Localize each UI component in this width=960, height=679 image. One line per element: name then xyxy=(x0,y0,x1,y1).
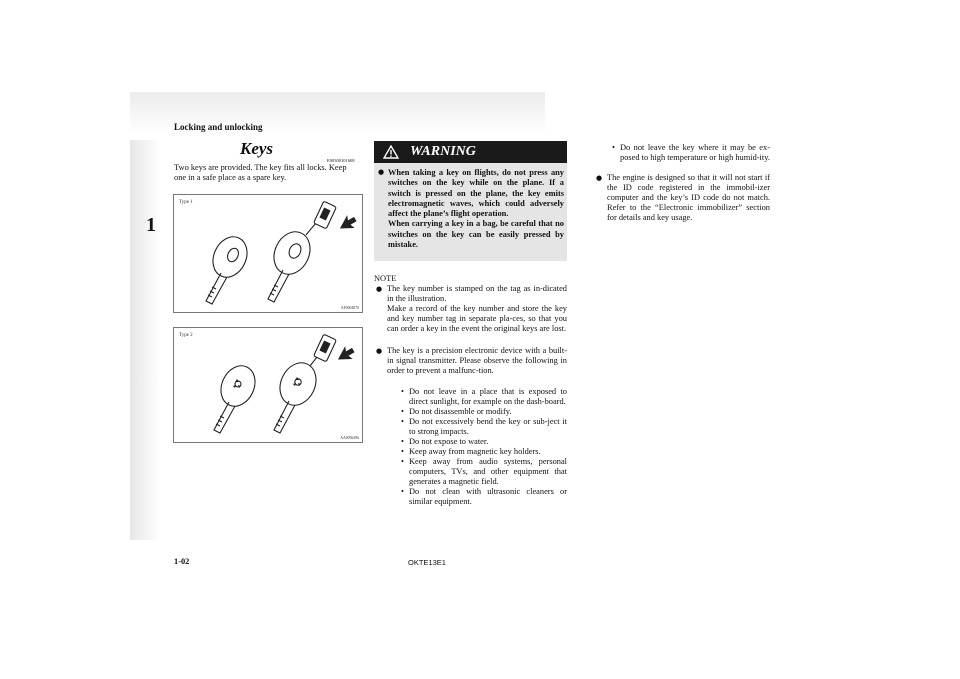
figure-label: Type 2 xyxy=(179,333,193,338)
note-item-2: The key is a precision electronic device with a built-in signal transmitter. Please observe the following in order to prevent a malfunc-tion. xyxy=(387,346,567,375)
list-item: • Do not leave in a place that is exposed to direct sunlight, for example on the dash-board. xyxy=(401,387,567,406)
warning-text xyxy=(388,168,564,250)
figure-label: Type 1 xyxy=(179,200,193,205)
section-title: Keys xyxy=(240,139,274,158)
note-item-3: The engine is designed so that it will not start if the ID code registered in the immobil-izer computer and the key’s ID code do not match. Refer to the “Electronic immobilizer” section for details and key usage. xyxy=(607,173,770,222)
figure-type-2 xyxy=(173,327,363,443)
note-bullet-icon: ● xyxy=(596,174,603,182)
key-illustration-type-2 xyxy=(174,328,362,442)
list-item: • Do not clean with ultrasonic cleaners or similar equipment. xyxy=(401,487,567,506)
note-subitem-continued xyxy=(612,143,770,163)
figure-type-1 xyxy=(173,194,363,313)
warning-title: WARNING xyxy=(410,144,476,159)
note-bullet-icon: ● xyxy=(376,285,383,293)
warning-paragraph: When taking a key on flights, do not press any switches on the key while on the plane. If a switch is pressed on the plane, the key emits electromagnetic waves, which could adversely affect the plane’s flight operation. xyxy=(388,168,564,219)
running-header: Locking and unlocking xyxy=(174,122,263,132)
page-number: 1-02 xyxy=(174,557,190,566)
note-line: Make a record of the key number and store the key and key number tag in separate pla-ces, so that you can order a key in the event the original keys are lost. xyxy=(387,304,567,333)
list-item: • Do not expose to water. xyxy=(401,437,489,446)
document-code: OKTE13E1 xyxy=(408,558,446,567)
list-item: • Keep away from magnetic key holders. xyxy=(401,447,541,456)
section-code: E00300101608 xyxy=(327,158,355,163)
list-item: • Do not disassemble or modify. xyxy=(401,407,512,416)
warning-triangle-icon xyxy=(383,145,399,159)
note-label: NOTE xyxy=(374,274,397,283)
list-item: • Do not excessively bend the key or sub-ject it to strong impacts. xyxy=(401,417,567,436)
note-subitem-list xyxy=(401,387,567,507)
figure-code: AA0056496 xyxy=(340,436,359,440)
list-item: • Keep away from audio systems, personal computers, TVs, and other equipment that generates a magnetic field. xyxy=(401,457,567,486)
figure-code: AF0004870 xyxy=(340,306,359,310)
chapter-number: 1 xyxy=(146,214,156,236)
key-illustration-type-1 xyxy=(174,195,362,312)
list-item: • Do not leave the key where it may be ex-posed to high temperature or high humid-ity. xyxy=(612,143,770,162)
note-item-1 xyxy=(387,284,567,334)
section-intro: Two keys are provided. The key fits all locks. Keep one in a safe place as a spare key. xyxy=(174,163,347,182)
note-line: The key number is stamped on the tag as in-dicated in the illustration. xyxy=(387,284,567,303)
warning-paragraph: When carrying a key in a bag, be careful that no switches on the key can be easily pressed by mistake. xyxy=(388,219,564,250)
note-bullet-icon: ● xyxy=(376,347,383,355)
chapter-tab xyxy=(130,140,160,540)
warning-bullet-icon: ● xyxy=(378,168,385,176)
